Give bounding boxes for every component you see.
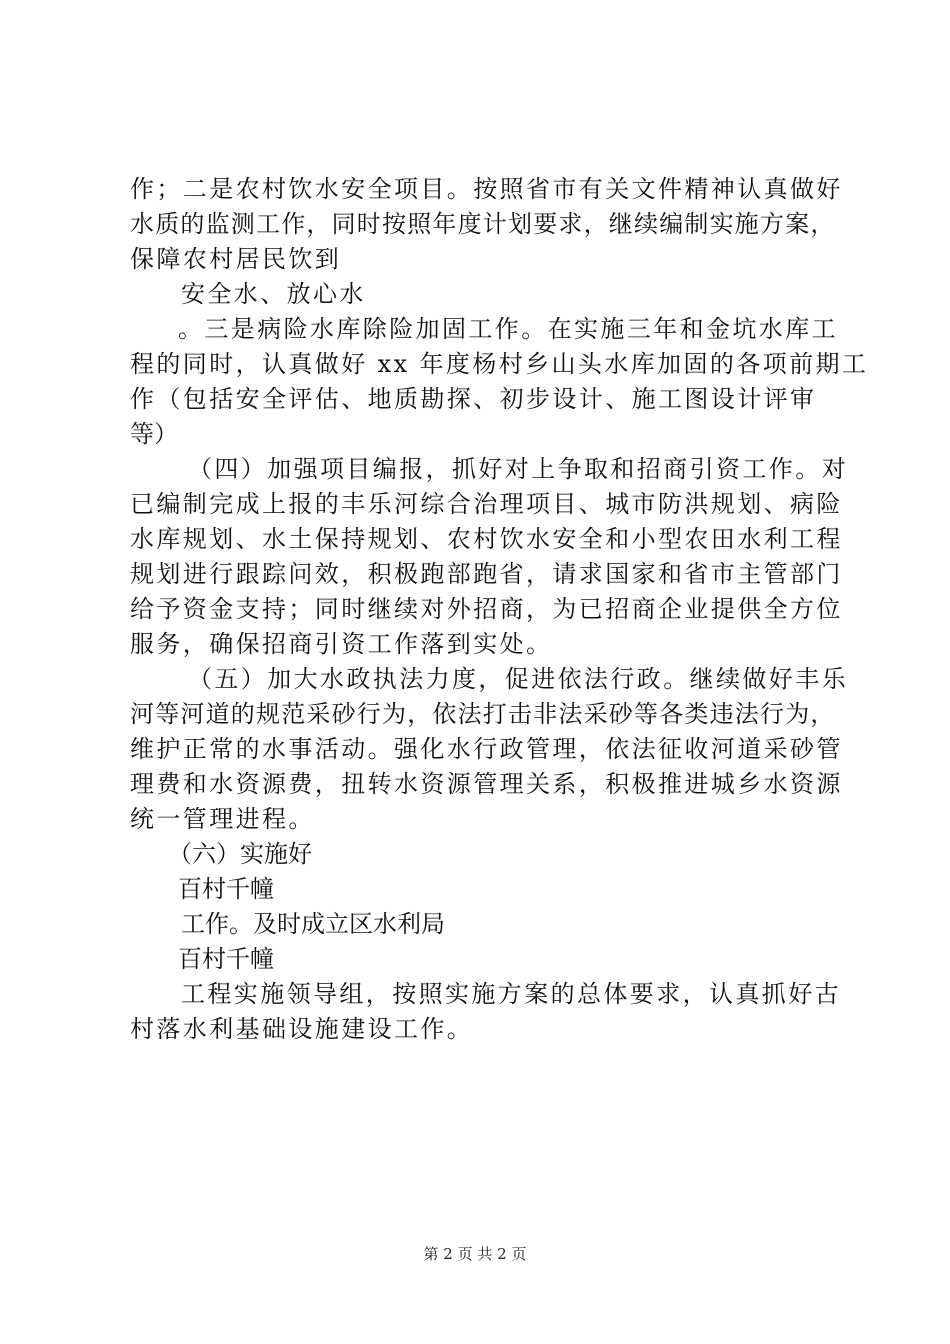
text-line: 规划进行跟踪问效，积极跑部跑省，请求国家和省市主管部门 (130, 560, 843, 588)
text-line: 水库规划、水土保持规划、农村饮水安全和小型农田水利工程 (130, 525, 843, 553)
text-line: 百村千幢 (178, 945, 274, 973)
text-line: 服务，确保招商引资工作落到实处。 (130, 630, 553, 658)
text-line: （五）加大水政执法力度，促进依法行政。继续做好丰乐 (188, 665, 848, 693)
text-line: （六）实施好 (168, 840, 312, 868)
text-line: 河等河道的规范采砂行为，依法打击非法采砂等各类违法行为， (130, 700, 836, 728)
text-line: 。三是病险水库除险加固工作。在实施三年和金坑水库工 (178, 315, 838, 343)
text-line: 理费和水资源费，扭转水资源管理关系，积极推进城乡水资源 (130, 770, 843, 798)
text-line: 水质的监测工作，同时按照年度计划要求，继续编制实施方案， (130, 210, 836, 238)
document-body (130, 172, 869, 1047)
text-line: 等） (130, 420, 178, 448)
text-line: 作（包括安全评估、地质勘探、初步设计、施工图设计评审 (130, 385, 817, 413)
text-line: 村落水利基础设施建设工作。 (130, 1015, 474, 1043)
text-line: 保障农村居民饮到 (130, 245, 342, 273)
text-line: 安全水、放心水 (181, 280, 366, 308)
text-line: 统一管理进程。 (130, 805, 315, 833)
text-line: 工程实施领导组，按照实施方案的总体要求，认真抓好古 (181, 980, 841, 1008)
text-line: 百村千幢 (178, 875, 274, 903)
text-line: 工作。及时成立区水利局 (181, 910, 445, 938)
text-line: 给予资金支持；同时继续对外招商，为已招商企业提供全方位 (130, 595, 843, 623)
text-line: （四）加强项目编报，抓好对上争取和招商引资工作。对 (188, 455, 848, 483)
text-line: 已编制完成上报的丰乐河综合治理项目、城市防洪规划、病险 (130, 490, 843, 518)
page-footer: 第 2 页 共 2 页 (423, 1245, 527, 1263)
text-line: 程的同时，认真做好 xx 年度杨村乡山头水库加固的各项前期工 (130, 350, 869, 378)
text-line: 维护正常的水事活动。强化水行政管理，依法征收河道采砂管 (130, 735, 843, 763)
text-line: 作；二是农村饮水安全项目。按照省市有关文件精神认真做好 (130, 175, 843, 203)
